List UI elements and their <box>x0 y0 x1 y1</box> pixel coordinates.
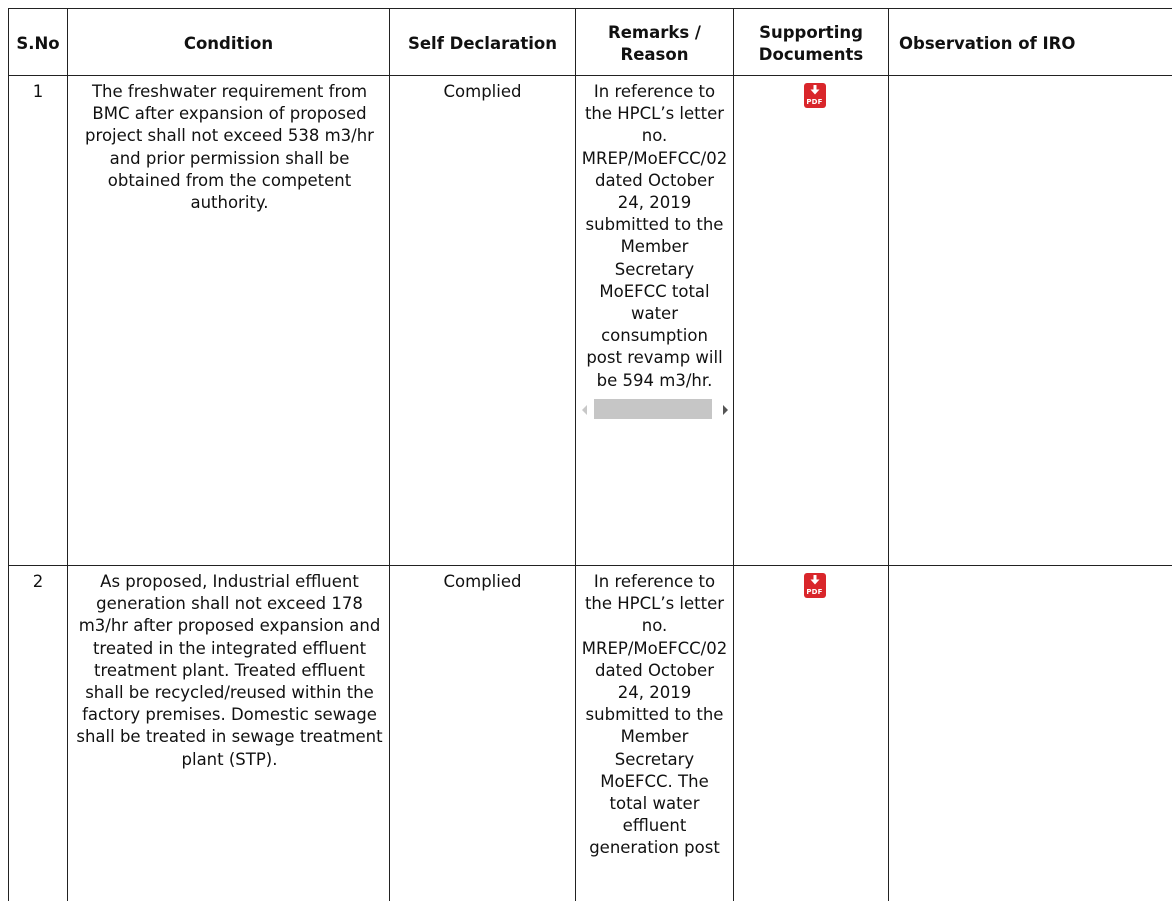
row-observation <box>889 566 1172 901</box>
row-condition: The freshwater requirement from BMC after expansion of proposed project shall not exceed 538 m3/hr and prior permission shall be obtained from the competent authority. <box>68 76 390 566</box>
pdf-label: PDF <box>806 588 823 596</box>
scroll-right-arrow-icon[interactable] <box>723 405 728 415</box>
header-sno: S.No <box>9 9 68 76</box>
header-observation: Observation of IRO <box>889 9 1172 76</box>
row-sno: 2 <box>9 566 68 901</box>
remarks-text: In reference to the HPCL’s letter no. MREP/MoEFCC/02 dated October 24, 2019 submitted to the Member Secretary MoEFCC total water consumption post revamp will be 594 m3/hr. <box>581 82 728 390</box>
header-condition: Condition <box>68 9 390 76</box>
table-header-row <box>9 9 1172 76</box>
pdf-download-icon[interactable] <box>804 573 826 598</box>
row-supporting-documents <box>734 566 889 901</box>
header-remarks: Remarks / Reason <box>576 9 734 76</box>
scrollbar-thumb[interactable] <box>594 399 712 419</box>
pdf-label: PDF <box>806 98 823 106</box>
row-observation <box>889 76 1172 566</box>
download-arrow-icon <box>810 575 820 585</box>
row-remarks <box>576 76 734 566</box>
download-arrow-icon <box>810 85 820 95</box>
row-self-declaration: Complied <box>390 566 576 901</box>
header-supporting-documents: Supporting Documents <box>734 9 889 76</box>
remarks-scroll-area[interactable] <box>581 571 728 860</box>
remarks-text: In reference to the HPCL’s letter no. MREP/MoEFCC/02 dated October 24, 2019 submitted to the Member Secretary MoEFCC. The total water effluent generation post <box>581 572 728 858</box>
row-supporting-documents <box>734 76 889 566</box>
row-sno: 1 <box>9 76 68 566</box>
row-condition: As proposed, Industrial effluent generation shall not exceed 178 m3/hr after proposed expansion and treated in the integrated effluent treatment plant. Treated effluent shall be recycled/reused within the factory premises. Domestic sewage shall be treated in sewage treatment plant (STP). <box>68 566 390 901</box>
row-remarks <box>576 566 734 901</box>
row-self-declaration: Complied <box>390 76 576 566</box>
scroll-left-arrow-icon[interactable] <box>582 405 587 415</box>
remarks-scroll-area[interactable] <box>581 81 728 392</box>
compliance-table <box>8 8 1172 901</box>
pdf-download-icon[interactable] <box>804 83 826 108</box>
table-row <box>9 76 1172 566</box>
table-row <box>9 566 1172 901</box>
header-self-declaration: Self Declaration <box>390 9 576 76</box>
compliance-table-container <box>8 8 1172 901</box>
horizontal-scrollbar[interactable] <box>580 396 732 422</box>
